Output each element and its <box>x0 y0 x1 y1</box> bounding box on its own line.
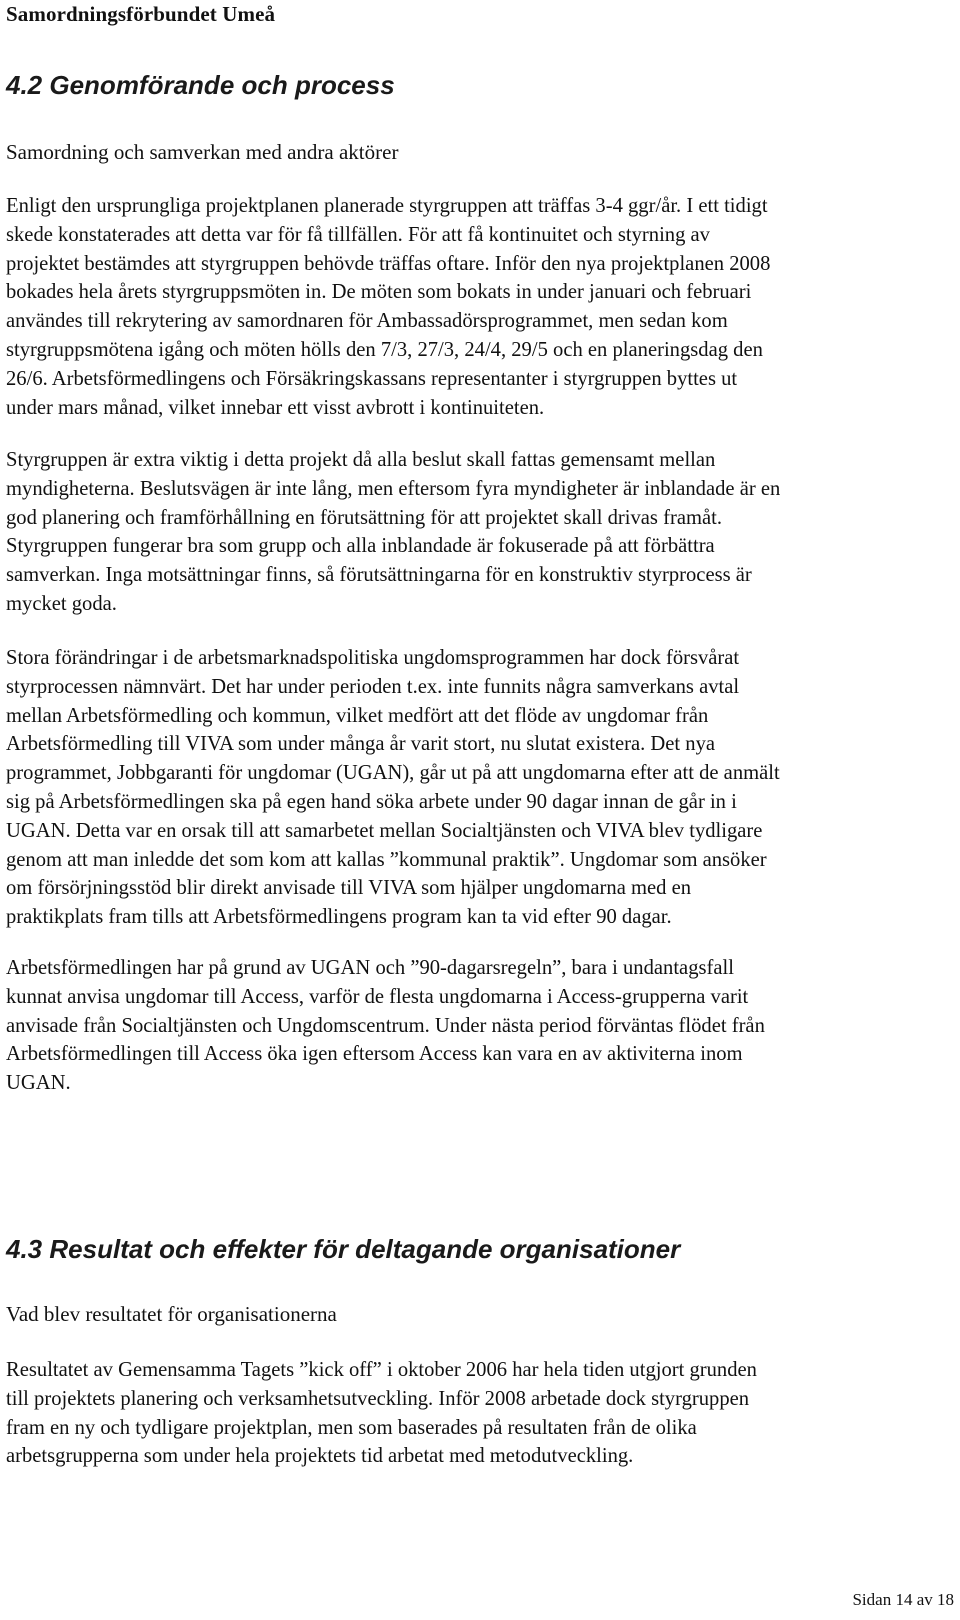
text-line: användes till rekrytering av samordnaren för Ambassadörsprogrammet, men sedan kom <box>6 310 728 333</box>
page-number: Sidan 14 av 18 <box>852 1590 954 1609</box>
subheading-resultat: Vad blev resultatet för organisationerna <box>6 1302 337 1326</box>
text-line: styrprocessen nämnvärt. Det har under perioden t.ex. inte funnits några samverkans avtal <box>6 675 740 698</box>
text-line: programmet, Jobbgaranti för ungdomar (UGAN), går ut på att ungdomarna efter att de anmält <box>6 762 780 785</box>
section-heading-4-2: 4.2 Genomförande och process <box>6 70 395 100</box>
text-line: Arbetsförmedling till VIVA som under många år varit stort, nu slutat existera. Det nya <box>6 733 716 756</box>
text-line: god planering och framförhållning en förutsättning för att projektet skall drivas framåt. <box>6 506 722 529</box>
text-line: fram en ny och tydligare projektplan, men som baserades på resultaten från de olika <box>6 1416 697 1439</box>
text-line: UGAN. <box>6 1072 71 1095</box>
text-line: kunnat anvisa ungdomar till Access, varför de flesta ungdomarna i Access-grupperna varit <box>6 985 749 1008</box>
text-line: projektet bestämdes att styrgruppen behövde träffas oftare. Inför den nya projektplanen 2008 <box>6 252 771 275</box>
text-line: Stora förändringar i de arbetsmarknadspolitiska ungdomsprogrammen har dock försvårat <box>6 647 740 669</box>
text-line: arbetsgrupperna som under hela projektets tid arbetat med metodutveckling. <box>6 1445 634 1468</box>
text-line: mycket goda. <box>6 592 117 615</box>
text-line: anvisade från Socialtjänsten och Ungdomscentrum. Under nästa period förväntas flödet från <box>6 1014 765 1037</box>
text-line: om försörjningsstöd blir direkt anvisade till VIVA som hjälper ungdomarna med en <box>6 877 692 900</box>
running-header: Samordningsförbundet Umeå <box>6 2 276 26</box>
text-line: Styrgruppen fungerar bra som grupp och alla inblandade är fokuserade på att förbättra <box>6 535 715 558</box>
text-line: Arbetsförmedlingen till Access öka igen eftersom Access kan vara en av aktiviterna inom <box>6 1043 743 1066</box>
paragraph-forandringar <box>6 644 954 932</box>
text-line: samverkan. Inga motsättningar finns, så förutsättningarna för en konstruktiv styrprocess är <box>6 564 752 587</box>
text-line: Resultatet av Gemensamma Tagets ”kick off” i oktober 2006 har hela tiden utgjort grunden <box>6 1359 757 1381</box>
text-line: myndigheterna. Beslutsvägen är inte lång, men eftersom fyra myndigheter är inblandade är en <box>6 477 781 500</box>
paragraph-ugan <box>6 954 954 1098</box>
text-line: genom att man inledde det som kom att kallas ”kommunal praktik”. Ungdomar som ansöker <box>6 848 767 871</box>
text-line: UGAN. Detta var en orsak till att samarbetet mellan Socialtjänsten och VIVA blev tydligare <box>6 819 763 842</box>
text-line: sig på Arbetsförmedlingen ska på egen hand söka arbete under 90 dagar innan de går in i <box>6 790 737 813</box>
paragraph-styrgrupp-viktig <box>6 446 954 619</box>
text-line: till projektets planering och verksamhetsutveckling. Inför 2008 arbetade dock styrgruppen <box>6 1387 750 1410</box>
text-line: styrgruppsmötena igång och möten hölls den 7/3, 27/3, 24/4, 29/5 och en planeringsdag den <box>6 338 763 361</box>
text-line: mellan Arbetsförmedling och kommun, vilket medfört att det flöde av ungdomar från <box>6 704 709 727</box>
text-line: Enligt den ursprungliga projektplanen planerade styrgruppen att träffas 3-4 ggr/år. I ett tidigt <box>6 195 768 217</box>
paragraph-styrgrupp-moten <box>6 192 954 422</box>
text-line: 26/6. Arbetsförmedlingens och Försäkringskassans representanter i styrgruppen byttes ut <box>6 367 738 390</box>
section-heading-4-3: 4.3 Resultat och effekter för deltagande organisationer <box>6 1234 681 1264</box>
text-line: bokades hela årets styrgruppsmöten in. De möten som bokats in under januari och februari <box>6 281 752 304</box>
subheading-samordning: Samordning och samverkan med andra aktörer <box>6 140 399 164</box>
text-line: Arbetsförmedlingen har på grund av UGAN och ”90-dagarsregeln”, bara i undantagsfall <box>6 957 734 979</box>
paragraph-kick-off <box>6 1356 954 1471</box>
text-line: skede konstaterades att detta var för få tillfällen. För att få kontinuitet och styrning av <box>6 223 710 246</box>
text-line: under mars månad, vilket innebar ett visst avbrott i kontinuiteten. <box>6 396 545 419</box>
text-line: praktikplats fram tills att Arbetsförmedlingens program kan ta vid efter 90 dagar. <box>6 906 672 929</box>
text-line: Styrgruppen är extra viktig i detta projekt då alla beslut skall fattas gemensamt mellan <box>6 449 716 471</box>
